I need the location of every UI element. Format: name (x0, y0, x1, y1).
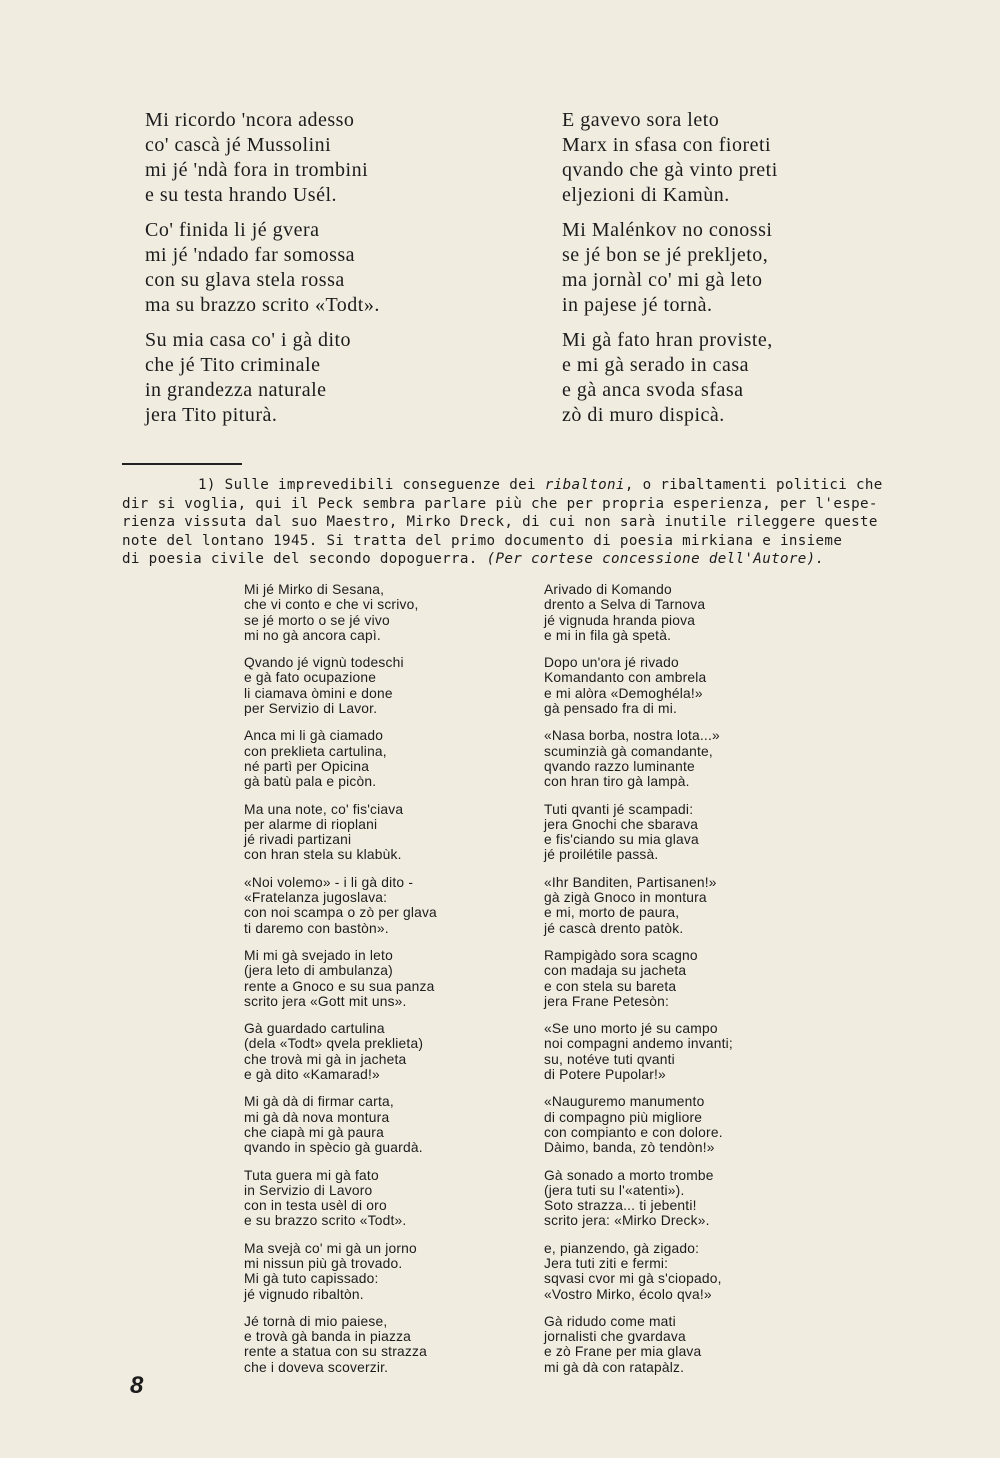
verse-line: Mi gà tuto capissado: (244, 1271, 379, 1287)
footnote-line: note del lontano 1945. Si tratta del primo documento di poesia mirkiana e insieme (122, 532, 843, 549)
verse-line: e mi gà serado in casa (562, 354, 750, 376)
verse-line: Jera tuti ziti e fermi: (544, 1255, 669, 1271)
verse-line: e mi alòra «Demoghéla!» (544, 685, 703, 701)
verse-line: mi jé 'ndà fora in trombini (145, 159, 369, 181)
stanza (544, 1094, 804, 1155)
verse-line: di compagno più migliore (544, 1109, 703, 1125)
verse-line: in Servizio di Lavoro (244, 1182, 373, 1198)
stanza (244, 1314, 504, 1375)
verse-line: «Vostro Mirko, écolo qva!» (544, 1286, 712, 1302)
verse-line: e trovà gà banda in piazza (244, 1329, 412, 1345)
verse-line: jera Gnochi che sbarava (544, 816, 699, 832)
verse-line: gà batù pala e picòn. (244, 774, 377, 790)
verse-line: Dàimo, banda, zò tendòn!» (544, 1140, 715, 1156)
verse-line: Jé tornà di mio paiese, (244, 1313, 388, 1329)
stanza (562, 108, 892, 208)
verse-line: zò di muro dispicà. (562, 404, 725, 426)
verse-line: e mi in fila gà spetà. (544, 627, 672, 643)
verse-line: Soto strazza... ti jebenti! (544, 1198, 697, 1214)
verse-line: rente a Gnoco e su sua panza (244, 978, 435, 994)
verse-line: Mi ricordo 'ncora adesso (145, 109, 355, 131)
verse-line: jé rivadi partizani (244, 832, 352, 848)
verse-line: qvando che gà vinto preti (562, 159, 778, 181)
bottom-poem-left-column (244, 582, 504, 1387)
verse-line: jornalisti che gvardava (544, 1329, 686, 1345)
verse-line: mi no gà ancora capì. (244, 627, 381, 643)
stanza (244, 1094, 504, 1155)
verse-line: gà zigà Gnoco in montura (544, 890, 707, 906)
verse-line: che vi conto e che vi scrivo, (244, 597, 419, 613)
verse-line: li ciamava òmini e done (244, 685, 393, 701)
verse-line: noi compagni andemo invanti; (544, 1036, 733, 1052)
stanza (244, 1021, 504, 1082)
stanza (145, 328, 475, 428)
verse-line: jé vignuda hranda piova (544, 612, 696, 628)
stanza (544, 948, 804, 1009)
verse-line: Marx in sfasa con fioreti (562, 134, 772, 156)
verse-line: (jera tuti su l'«atenti»). (544, 1182, 685, 1198)
verse-line: Mi mi gà svejado in leto (244, 947, 393, 963)
verse-line: (dela «Todt» qvela preklieta) (244, 1036, 424, 1052)
stanza (244, 802, 504, 863)
stanza (244, 728, 504, 789)
verse-line: gà pensado fra di mi. (544, 701, 678, 717)
verse-line: con hran stela su klabùk. (244, 847, 402, 863)
verse-line: con noi scampa o zò per glava (244, 905, 437, 921)
verse-line: Arivado di Komando (544, 582, 672, 597)
verse-line: scrito jera «Gott mit uns». (244, 993, 407, 1009)
verse-line: «Nauguremo manumento (544, 1094, 705, 1110)
verse-line: «Fratelanza jugoslava: (244, 890, 388, 906)
verse-line: ti daremo con bastòn». (244, 920, 389, 936)
verse-line: co' cascà jé Mussolini (145, 134, 332, 156)
verse-line: Su mia casa co' i gà dito (145, 329, 352, 351)
verse-line: e gà anca svoda sfasa (562, 379, 744, 401)
verse-line: né partì per Opicina (244, 758, 370, 774)
verse-line: e su testa hrando Usél. (145, 184, 338, 206)
verse-line: Gà guardado cartulina (244, 1021, 385, 1037)
verse-line: Ma svejà co' mi gà un jorno (244, 1240, 417, 1256)
verse-line: mi nissun più gà trovado. (244, 1255, 403, 1271)
verse-line: mi gà dà con ratapàlz. (544, 1359, 685, 1375)
footnote (122, 476, 902, 569)
footnote-divider (122, 463, 242, 465)
verse-line: Gà ridudo come mati (544, 1313, 676, 1329)
page-number: 8 (130, 1372, 144, 1399)
stanza (244, 1241, 504, 1302)
verse-line: Komandanto con ambrela (544, 670, 707, 686)
verse-line: che trovà mi gà in jacheta (244, 1051, 407, 1067)
footnote-line: rienza vissuta dal suo Maestro, Mirko Dreck, di cui non sarà inutile rileggere queste (122, 514, 878, 531)
verse-line: scrito jera: «Mirko Dreck». (544, 1213, 710, 1229)
verse-line: jé vignudo ribaltòn. (244, 1286, 364, 1302)
verse-line: Mi gà fato hran proviste, (562, 329, 773, 351)
verse-line: ma jornàl co' mi gà leto (562, 269, 763, 291)
verse-line: «Ihr Banditen, Partisanen!» (544, 874, 717, 890)
verse-line: per Servizio di Lavor. (244, 701, 378, 717)
verse-line: scuminzià gà comandante, (544, 743, 713, 759)
stanza (544, 1314, 804, 1375)
verse-line: per alarme di rioplani (244, 816, 378, 832)
verse-line: e fis'ciando su mia glava (544, 832, 699, 848)
verse-line: che jé Tito criminale (145, 354, 321, 376)
verse-line: in grandezza naturale (145, 379, 327, 401)
verse-line: jera Tito piturà. (145, 404, 278, 426)
verse-line: e gà fato ocupazione (244, 670, 377, 686)
verse-line: Rampigàdo sora scagno (544, 947, 698, 963)
verse-line: mi jé 'ndado far somossa (145, 244, 356, 266)
verse-line: «Noi volemo» - i li gà dito - (244, 874, 414, 890)
stanza (562, 218, 892, 318)
verse-line: E gavevo sora leto (562, 109, 720, 131)
verse-line: sqvasi cvor mi gà s'ciopado, (544, 1271, 722, 1287)
verse-line: e mi, morto de paura, (544, 905, 680, 921)
verse-line: con preklieta cartulina, (244, 743, 387, 759)
verse-line: in pajese jé tornà. (562, 294, 713, 316)
verse-line: con su glava stela rossa (145, 269, 345, 291)
top-poem-left-column (145, 108, 475, 438)
verse-line: jé cascà drento patòk. (544, 920, 684, 936)
footnote-line: dir si voglia, qui il Peck sembra parlare più che per propria esperienza, per l'espe- (122, 495, 878, 512)
verse-line: jera Frane Petesòn: (544, 993, 669, 1009)
stanza (244, 948, 504, 1009)
verse-line: jé proilétile passà. (544, 847, 659, 863)
verse-line: che ciapà mi gà paura (244, 1124, 384, 1140)
verse-line: Mi Malénkov no conossi (562, 219, 773, 241)
verse-line: e gà dito «Kamarad!» (244, 1067, 380, 1083)
stanza (562, 328, 892, 428)
verse-line: ma su brazzo scrito «Todt». (145, 294, 380, 316)
verse-line: che i doveva scoverzir. (244, 1359, 389, 1375)
verse-line: Qvando jé vignù todeschi (244, 655, 404, 671)
verse-line: Anca mi li gà ciamado (244, 728, 384, 744)
verse-line: su, notéve tuti qvanti (544, 1051, 675, 1067)
footnote-line: di poesia civile del secondo dopoguerra. (Per cortese concessione dell'Autore). (122, 551, 825, 568)
stanza (544, 582, 804, 643)
verse-line: e su brazzo scrito «Todt». (244, 1213, 407, 1229)
verse-line: e zò Frane per mia glava (544, 1344, 702, 1360)
verse-line: Ma una note, co' fis'ciava (244, 801, 404, 817)
verse-line: Co' finida li jé gvera (145, 219, 320, 241)
verse-line: con in testa usèl di oro (244, 1198, 387, 1214)
stanza (244, 655, 504, 716)
top-poem-right-column (562, 108, 892, 438)
stanza (544, 655, 804, 716)
verse-line: se jé morto o se jé vivo (244, 612, 390, 628)
verse-line: (jera leto di ambulanza) (244, 963, 393, 979)
verse-line: qvando in spècio gà guardà. (244, 1140, 423, 1156)
verse-line: Mi jé Mirko di Sesana, (244, 582, 385, 597)
verse-line: di Potere Pupolar!» (544, 1067, 666, 1083)
verse-line: e con stela su bareta (544, 978, 677, 994)
stanza (544, 802, 804, 863)
stanza (544, 728, 804, 789)
stanza (145, 218, 475, 318)
verse-line: qvando razzo luminante (544, 758, 695, 774)
stanza (544, 1168, 804, 1229)
verse-line: Gà sonado a morto trombe (544, 1167, 714, 1183)
bottom-poem-right-column (544, 582, 804, 1387)
verse-line: Mi gà dà di firmar carta, (244, 1094, 394, 1110)
verse-line: «Nasa borba, nostra lota...» (544, 728, 720, 744)
verse-line: drento a Selva di Tarnova (544, 597, 706, 613)
stanza (244, 582, 504, 643)
footnote-line: 1) Sulle imprevedibili conseguenze dei ribaltoni, o ribaltamenti politici che (198, 477, 883, 493)
stanza (544, 875, 804, 936)
verse-line: con madaja su jacheta (544, 963, 687, 979)
verse-line: Dopo un'ora jé rivado (544, 655, 679, 671)
stanza (544, 1241, 804, 1302)
verse-line: mi gà dà nova montura (244, 1109, 390, 1125)
verse-line: con compianto e con dolore. (544, 1124, 723, 1140)
stanza (244, 875, 504, 936)
verse-line: rente a statua con su strazza (244, 1344, 427, 1360)
verse-line: e, pianzendo, gà zigado: (544, 1240, 700, 1256)
verse-line: con hran tiro gà lampà. (544, 774, 690, 790)
verse-line: Tuti qvanti jé scampadi: (544, 801, 694, 817)
stanza (145, 108, 475, 208)
stanza (544, 1021, 804, 1082)
stanza (244, 1168, 504, 1229)
verse-line: eljezioni di Kamùn. (562, 184, 730, 206)
verse-line: se jé bon se jé prekljeto, (562, 244, 769, 266)
verse-line: Tuta guera mi gà fato (244, 1167, 379, 1183)
verse-line: «Se uno morto jé su campo (544, 1021, 718, 1037)
